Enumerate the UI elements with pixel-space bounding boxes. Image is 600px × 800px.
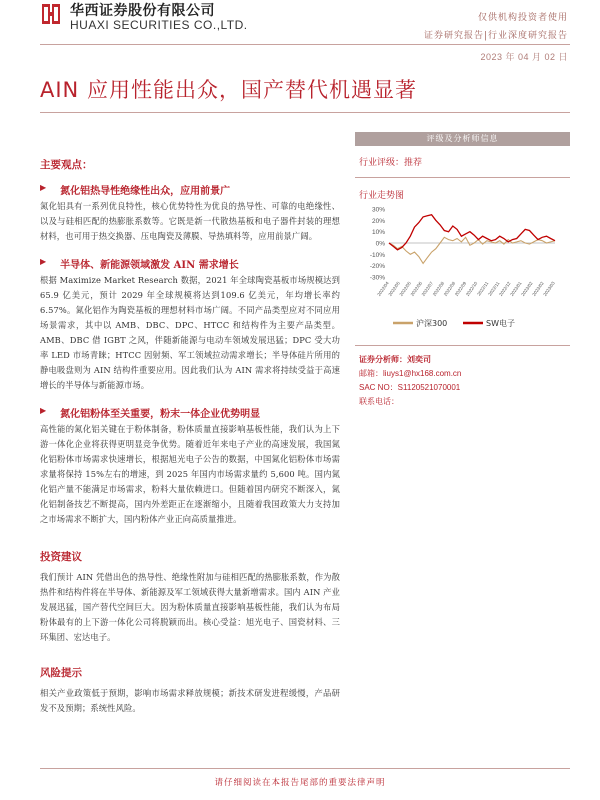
x-tick-label: 2022/05 — [387, 280, 401, 297]
sidebar — [355, 132, 570, 409]
x-tick-label: 2023/03 — [542, 280, 556, 297]
email-row: 邮箱：liuys1@hx168.com.cn — [359, 369, 462, 378]
series-line-hs300 — [389, 237, 555, 263]
x-tick-label: 2022/08 — [442, 280, 457, 297]
x-tick-label: 2022/08 — [431, 280, 446, 297]
x-tick-label: 2023/02 — [520, 280, 534, 297]
risk-body: 相关产业政策低于预期，影响市场需求释放规模；新技术研发进程缓慢，产品研发不及预期；系统性风险。 — [40, 688, 340, 713]
x-tick-label: 2022/11 — [487, 280, 501, 297]
analyst-email[interactable]: liuys1@hx168.com.cn — [383, 369, 462, 378]
x-tick-label: 2022/12 — [498, 280, 512, 297]
sidebar-divider — [355, 177, 570, 178]
legend-label-hs300: 沪深300 — [416, 319, 448, 328]
analyst-row: 证券分析师：刘奕司 — [359, 354, 431, 364]
report-date: 2023 年 04 月 02 日 — [480, 52, 568, 62]
analyst-info — [355, 352, 570, 409]
x-tick-label: 2022/06 — [409, 280, 424, 297]
y-tick-label: 0% — [375, 240, 385, 248]
x-tick-label: 2022/10 — [464, 280, 479, 297]
x-tick-label: 2022/04 — [376, 280, 390, 297]
x-tick-label: 2022/05 — [398, 280, 412, 297]
report-type: 证券研究报告|行业深度研究报告 — [423, 31, 568, 41]
trend-chart-title: 行业走势图 — [359, 191, 405, 201]
rating-header: 评级及分析师信息 — [355, 132, 570, 146]
investment-heading: 投资建议 — [40, 551, 82, 563]
sidebar-divider — [355, 345, 570, 346]
company-name-en: HUAXI SECURITIES CO.,LTD. — [70, 18, 248, 32]
legend-label-sw-electronics: SW电子 — [486, 319, 515, 328]
company-name-cn: 华西证券股份有限公司 — [70, 3, 215, 19]
y-tick-label: -20% — [369, 263, 385, 271]
title-divider — [40, 112, 570, 113]
huaxi-logo — [40, 2, 62, 26]
y-tick-label: -30% — [369, 274, 385, 282]
main-content — [40, 135, 340, 716]
y-tick-label: 20% — [371, 217, 385, 225]
triangle-bullet-icon: ▶ — [40, 406, 47, 415]
triangle-bullet-icon: ▶ — [40, 257, 47, 266]
y-tick-label: 30% — [371, 206, 385, 214]
point-heading: ▶ 氮化铝粉体至关重要，粉末一体企业优势明显 — [40, 406, 261, 420]
point-body: 氮化铝具有一系列优良特性，核心优势特性为优良的热导性、可靠的电绝缘性、以及与硅相匹配的热膨胀系数等。它既是新一代散热基板和电子器件封装的理想材料，也可用于热交换器、压电陶瓷及薄膜、导热填料等，应用前景广阔。 — [40, 201, 340, 241]
sac-number: S1120521070001 — [397, 383, 461, 392]
y-tick-label: 10% — [371, 229, 385, 237]
x-tick-label: 2023/01 — [509, 280, 523, 297]
risk-heading: 风险提示 — [40, 667, 82, 679]
sac-row: SAC NO：S1120521070001 — [359, 383, 461, 392]
point-heading: ▶ 氮化铝热导性绝缘性出众，应用前景广 — [40, 183, 231, 197]
point-body: 高性能的氮化铝关键在于粉体制备，粉体质量直接影响基板性能，我们认为上下游一体化企业将获得更明显竞争优势。随着近年来电子产业的高速发展，我国氮化铝粉体市场需求快速增长，根据旭光电子公告的数据，中国氮化铝粉体市场需求量将保持 15%左右的增速，到 2025 年国内市场需求量约 5,600 吨。国内氮化铝产量不能满足市场需求，粉料大量依赖进口。但随着国内研究不断深入，氮化铝制备技艺不断提高，国内外差距正在逐渐缩小，且随着我国政策大力支持加之市场需求不断扩大，国内粉体产业正向高质量推进。 — [40, 424, 340, 524]
x-tick-label: 2023/02 — [531, 280, 545, 297]
industry-rating: 行业评级：推荐 — [359, 158, 423, 168]
report-title: AIN 应用性能出众，国产替代机遇显著 — [40, 78, 417, 102]
triangle-bullet-icon: ▶ — [40, 183, 47, 192]
phone-row: 联系电话： — [359, 397, 399, 406]
trend-chart — [355, 205, 570, 335]
trend-chart-svg — [355, 205, 570, 335]
legal-notice: 请仔细阅读在本报告尾部的重要法律声明 — [214, 778, 386, 788]
footer-divider — [40, 768, 570, 769]
header-divider — [40, 44, 570, 45]
investment-body: 我们预计 AIN 凭借出色的热导性、绝缘性附加与硅相匹配的热膨胀系数，作为散热件和结构件将在半导体、新能源及军工领域获得大量新增需求。国内 AIN 产业发展迅猛，国产替代空间巨大。因为粉体质量直接影响基板性能，我们认为布局粉体最有的上下游一体化公司将脱颖而出。核心受益：旭光电子、国瓷材料、三环集团、宏达电子。 — [40, 572, 340, 642]
audience-note: 仅供机构投资者使用 — [477, 13, 568, 23]
y-tick-label: -10% — [369, 251, 385, 259]
point-body: 根据 Maximize Market Research 数据，2021 年全球陶瓷基板市场规模达到 65.9 亿美元，预计 2029 年全球规模将达到109.6 亿美元，年均增长率约 6.57%。氮化铝作为陶瓷基板的理想材料市场广阔。不同产品类型应对不同应用场景需求，其中以 AMB、DBC、DPC、HTCC 和结构件为主要产品类型。AMB、DBC 借 IGBT 之风，伴随新能源与电动车领域发展迅猛；DPC 受大功率 LED 市场青睐；HTCC 因射频、军工领域拉动需求增长；半导体硅片所用的静电吸盘则为 AIN 结构件重要应用。因此我们认为 AIN 需求将持续受益于高速增长的半导体与新能源市场。 — [40, 275, 340, 390]
analyst-name: 刘奕司 — [407, 354, 431, 364]
x-tick-label: 2022/07 — [420, 280, 435, 297]
x-tick-label: 2022/09 — [453, 280, 468, 297]
point-heading: ▶ 半导体、新能源领域激发 AIN 需求增长 — [40, 257, 239, 271]
x-tick-label: 2022/11 — [476, 280, 490, 297]
main-points-heading: 主要观点： — [40, 159, 93, 171]
